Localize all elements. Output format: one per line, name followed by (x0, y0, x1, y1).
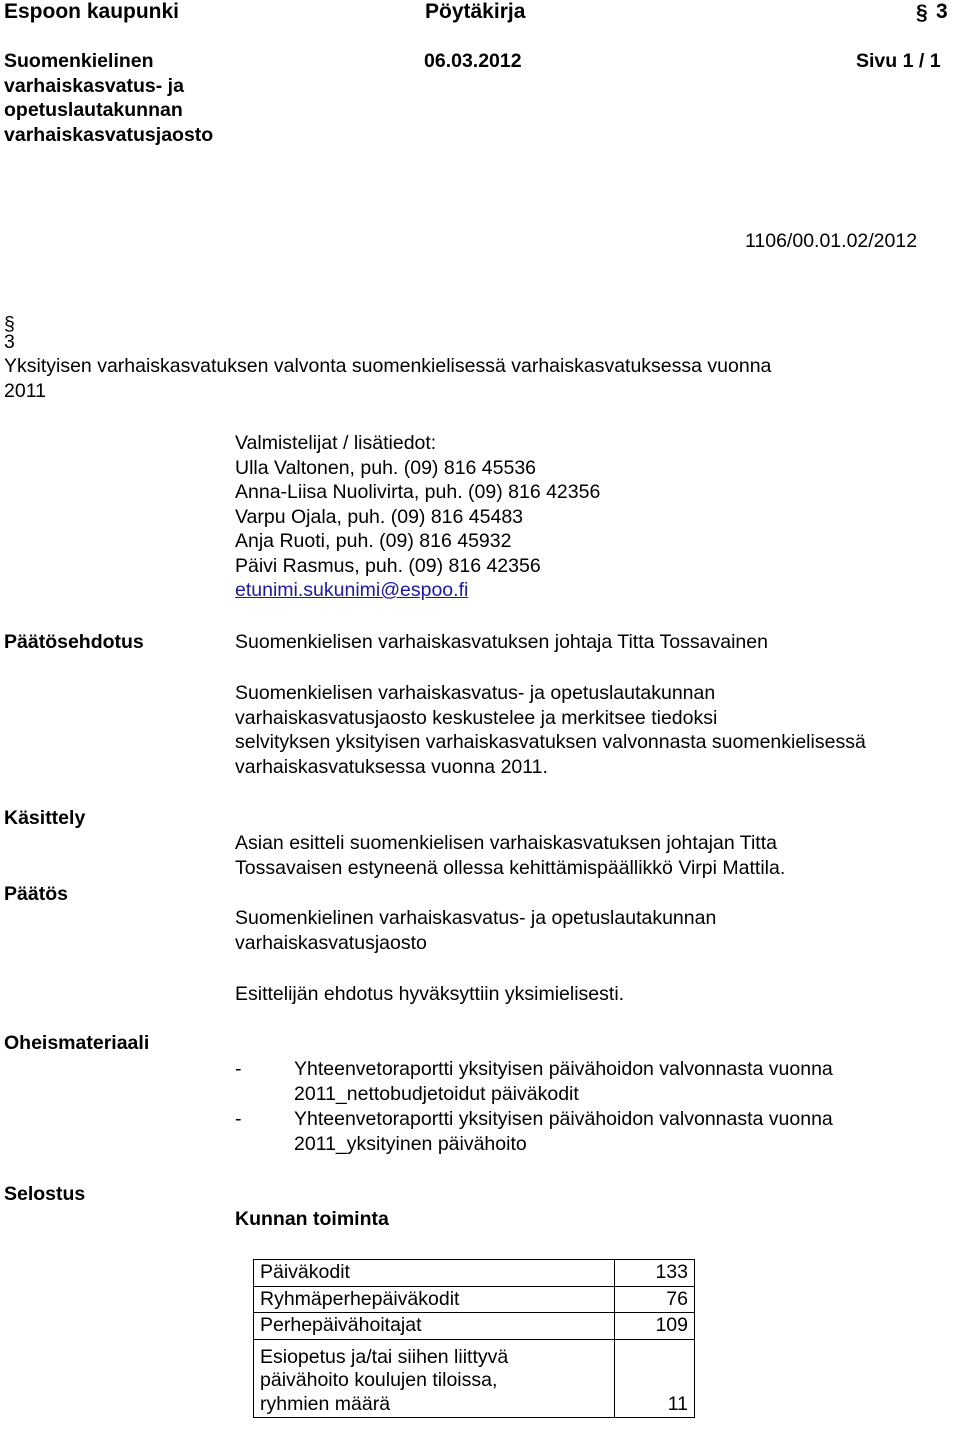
handling-line: Asian esitteli suomenkielisen varhaiskasvatuksen johtajan Titta (235, 832, 777, 854)
decision-body-line: varhaiskasvatusjaosto (235, 931, 427, 954)
contact-line: Anja Ruoti, puh. (09) 816 45932 (235, 530, 512, 552)
decision-body-line: Suomenkielinen varhaiskasvatus- ja opetuslautakunnan (235, 907, 717, 929)
table-cell-value: 11 (614, 1339, 694, 1418)
handling-line: Tossavaisen estyneenä ollessa kehittämispäällikkö Virpi Mattila. (235, 856, 786, 879)
header-section-number: 3 (936, 0, 948, 23)
contact-line: Päivi Rasmus, puh. (09) 816 42356 (235, 554, 541, 577)
reference-number: 1106/00.01.02/2012 (745, 230, 918, 252)
contact-line: Anna-Liisa Nuolivirta, puh. (09) 816 42356 (235, 481, 601, 503)
label-decision: Päätös (4, 883, 68, 905)
explanation-subheading: Kunnan toiminta (235, 1208, 389, 1230)
header-section-symbol: § (916, 1, 928, 24)
label-handling: Käsittely (4, 807, 86, 829)
attachment-line: Yhteenvetoraportti yksityisen päivähoidon valvonnasta vuonna (294, 1108, 833, 1130)
committee-line: Suomenkielinen (4, 50, 154, 72)
contact-line: Ulla Valtonen, puh. (09) 816 45536 (235, 456, 537, 479)
committee-line: opetuslautakunnan (4, 99, 183, 121)
table-cell-label: Perhepäivähoitajat (254, 1313, 615, 1340)
table-cell-label (254, 1339, 615, 1418)
decision-body (235, 906, 716, 955)
proposal-presenter: Suomenkielisen varhaiskasvatuksen johtaja Titta Tossavainen (235, 631, 768, 653)
table-cell-label-line: päivähoito koulujen tiloissa, (260, 1369, 498, 1391)
attachment-line: 2011_yksityinen päivähoito (294, 1132, 527, 1155)
committee-name (4, 49, 213, 147)
committee-line: varhaiskasvatusjaosto (4, 123, 214, 146)
proposal-line: selvityksen yksityisen varhaiskasvatuksen valvonnasta suomenkielisessä (235, 731, 866, 753)
attachment-line: Yhteenvetoraportti yksityisen päivähoidon valvonnasta vuonna (294, 1058, 833, 1080)
municipal-operations-table (253, 1259, 695, 1418)
table-row (254, 1260, 695, 1287)
proposal-line: Suomenkielisen varhaiskasvatus- ja opetuslautakunnan (235, 682, 716, 704)
section-number: 3 (4, 331, 15, 353)
section-title-line: 2011 (4, 379, 46, 402)
attachment-item (294, 1107, 833, 1156)
decision-text: Esittelijän ehdotus hyväksyttiin yksimielisesti. (235, 983, 625, 1005)
section-title (4, 354, 771, 403)
contact-email-link[interactable]: etunimi.sukunimi@espoo.fi (235, 579, 469, 601)
table-cell-label-line: Esiopetus ja/tai siihen liittyvä (260, 1345, 509, 1368)
table-cell-label: Ryhmäperhepäiväkodit (254, 1286, 615, 1313)
page-number: Sivu 1 / 1 (856, 50, 941, 72)
label-attachments: Oheismateriaali (4, 1032, 150, 1054)
table-cell-label-line: ryhmien määrä (260, 1392, 391, 1415)
section-symbol: § (4, 313, 15, 335)
document-type: Pöytäkirja (425, 0, 526, 23)
meeting-date: 06.03.2012 (424, 50, 522, 72)
table-cell-value: 109 (614, 1313, 694, 1340)
committee-line: varhaiskasvatus- ja (4, 74, 184, 97)
attachment-dash: - (235, 1108, 242, 1130)
attachment-line: 2011_nettobudjetoidut päiväkodit (294, 1082, 579, 1105)
contacts-block (235, 431, 600, 603)
label-explanation: Selostus (4, 1183, 86, 1205)
table-cell-value: 76 (614, 1286, 694, 1313)
table-row (254, 1286, 695, 1313)
proposal-line: varhaiskasvatusjaosto keskustelee ja merkitsee tiedoksi (235, 706, 718, 729)
table-cell-value: 133 (614, 1260, 694, 1287)
proposal-line: varhaiskasvatuksessa vuonna 2011. (235, 755, 548, 778)
contacts-heading: Valmistelijat / lisätiedot: (235, 432, 437, 454)
table-row (254, 1313, 695, 1340)
handling-text (235, 831, 785, 880)
table-cell-label: Päiväkodit (254, 1260, 615, 1287)
proposal-text (235, 681, 866, 779)
attachment-dash: - (235, 1058, 242, 1080)
section-title-line: Yksityisen varhaiskasvatuksen valvonta suomenkielisessä varhaiskasvatuksessa vuonna (4, 355, 772, 377)
table-row (254, 1339, 695, 1418)
contact-line: Varpu Ojala, puh. (09) 816 45483 (235, 505, 524, 528)
city-name: Espoon kaupunki (4, 0, 180, 23)
label-proposal: Päätösehdotus (4, 631, 144, 653)
attachment-item (294, 1057, 833, 1106)
